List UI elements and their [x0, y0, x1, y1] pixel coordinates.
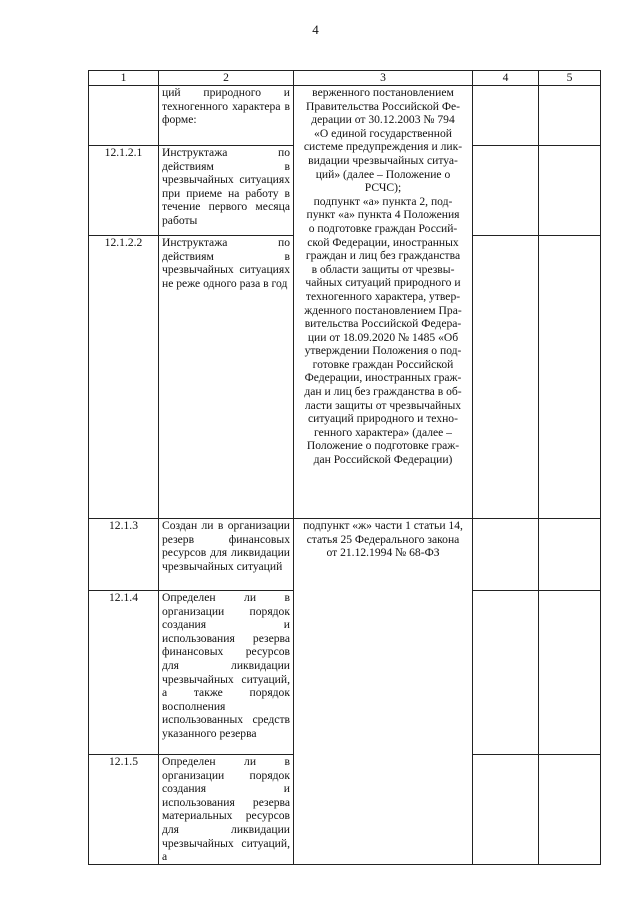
- column-4-cell: [473, 146, 539, 236]
- question-text: Создан ли в организации резерв финансовых ресурсов для ликвидации чрезвычайных ситуаций: [159, 519, 294, 591]
- column-5-cell: [539, 755, 601, 865]
- question-text: Определен ли в организации порядок создания и использования резерва материальных ресурсов для ликвидации чрезвычайных ситуаций, а: [159, 755, 294, 865]
- legal-basis-line: «О единой государственной: [314, 126, 452, 140]
- column-5-cell: [539, 236, 601, 519]
- question-text: Определен ли в организации порядок создания и использования резерва финансовых ресурсов для ликвидации чрезвычайных ситуаций, а также порядок восполнения использованных средств указанного резерва: [159, 591, 294, 755]
- row-number: 12.1.5: [89, 755, 159, 865]
- legal-basis-line: от 21.12.1994 № 68-ФЗ: [326, 546, 440, 560]
- column-5-cell: [539, 519, 601, 591]
- legal-basis-line: дан и лиц без гражданства в об-: [304, 385, 462, 399]
- legal-basis-line: утверждении Положения о под-: [304, 344, 462, 358]
- legal-basis-line: ской Федерации, иностранных: [307, 235, 459, 249]
- legal-basis-line: техногенного характера, утвер-: [305, 289, 461, 303]
- legal-basis-line: видации чрезвычайных ситуа-: [308, 153, 458, 167]
- legal-basis-line: дан Российской Федерации): [313, 453, 453, 467]
- row-number: 12.1.3: [89, 519, 159, 591]
- row-number: 12.1.2.1: [89, 146, 159, 236]
- row-number: 12.1.2.2: [89, 236, 159, 519]
- question-text: ций природного и техногенного характера в форме:: [159, 86, 294, 146]
- column-5-cell: [539, 86, 601, 146]
- column-header-2: 2: [159, 71, 294, 86]
- legal-basis-block-1: [294, 86, 473, 519]
- legal-basis-line: системе предупреждения и лик-: [303, 140, 463, 154]
- question-text: Инструктажа по действиям в чрезвычайных ситуациях не реже одного раза в год: [159, 236, 294, 519]
- column-4-cell: [473, 591, 539, 755]
- legal-basis-line: Правительства Российской Фе-: [305, 99, 461, 113]
- legal-basis-line: РСЧС);: [364, 181, 402, 195]
- legal-basis-block-2: [294, 519, 473, 865]
- legal-basis-line: о подготовке граждан Россий-: [308, 221, 458, 235]
- legal-basis-line: ций» (далее – Положение о: [315, 167, 451, 181]
- legal-basis-line: подпункт «ж» части 1 статьи 14,: [303, 519, 463, 532]
- legal-basis-line: ситуаций природного и техно-: [308, 412, 458, 426]
- column-4-cell: [473, 236, 539, 519]
- column-5-cell: [539, 591, 601, 755]
- legal-basis-line: ласти защиты от чрезвычайных: [304, 398, 462, 412]
- column-4-cell: [473, 755, 539, 865]
- legal-basis-line: чайных ситуаций природного и: [305, 276, 461, 290]
- column-header-5: 5: [539, 71, 601, 86]
- column-header-1: 1: [89, 71, 159, 86]
- row-number: [89, 86, 159, 146]
- column-header-3: 3: [294, 71, 473, 86]
- column-4-cell: [473, 519, 539, 591]
- legal-basis-line: граждан и лиц без гражданства: [305, 249, 461, 263]
- legal-basis-line: пункт «а» пункта 4 Положения: [306, 208, 460, 222]
- legal-basis-line: готовке граждан Российской: [312, 357, 454, 371]
- legal-basis-line: статья 25 Федерального закона: [306, 532, 460, 546]
- legal-basis-line: в области защиты от чрезвы-: [311, 262, 455, 276]
- legal-basis-line: Положение о подготовке граж-: [306, 439, 460, 453]
- legal-basis-line: генного характера» (далее –: [314, 425, 452, 439]
- question-text: Инструктажа по действиям в чрезвычайных ситуациях при приеме на работу в течение первого месяца работы: [159, 146, 294, 236]
- table-row: [89, 86, 601, 146]
- column-4-cell: [473, 86, 539, 146]
- table-header-row: [89, 71, 601, 86]
- table-row: [89, 519, 601, 591]
- legal-basis-line: подпункт «а» пункта 2, под-: [313, 194, 453, 208]
- row-number: 12.1.4: [89, 591, 159, 755]
- legal-basis-line: Федерации, иностранных граж-: [304, 371, 462, 385]
- column-header-4: 4: [473, 71, 539, 86]
- legal-basis-line: вительства Российской Федера-: [304, 317, 462, 331]
- requirements-table: [88, 70, 601, 865]
- legal-basis-line: верженного постановлением: [312, 86, 454, 99]
- legal-basis-line: ции от 18.09.2020 № 1485 «Об: [307, 330, 459, 344]
- column-5-cell: [539, 146, 601, 236]
- legal-basis-line: жденного постановлением Пра-: [304, 303, 462, 317]
- legal-basis-line: дерации от 30.12.2003 № 794: [311, 113, 455, 127]
- page-number: 4: [312, 22, 319, 37]
